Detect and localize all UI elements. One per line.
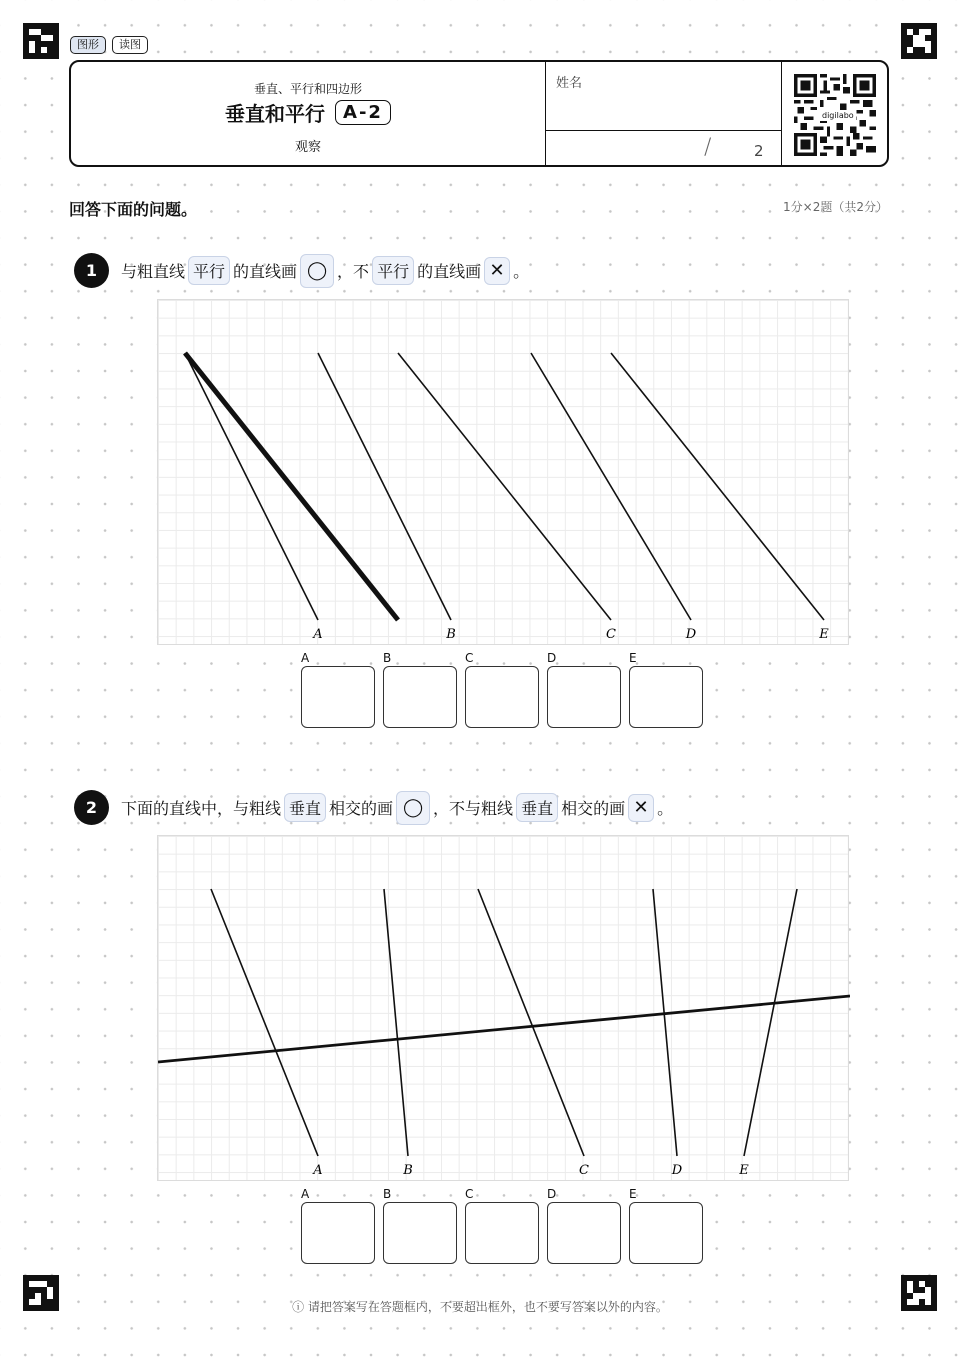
question-1-diagram [158,300,850,646]
q1-answer-label-A: A [301,651,310,665]
score-slash: / [704,135,712,160]
q2-line-A [211,889,318,1156]
tag-shape[interactable]: 图形 [70,36,106,54]
q1-keyword-parallel: 平行 [188,256,230,285]
corner-marker-top-right [901,23,937,59]
score-total: 2 [754,142,764,160]
q1-answer-A [301,652,375,728]
q1-answer-B [383,652,457,728]
q1-answer-E [629,652,703,728]
footer-notice [0,1298,960,1315]
q1-answer-D [547,652,621,728]
circle-mark-icon: ◯ [396,791,430,825]
q1-line-D [531,353,691,620]
name-score-area [545,62,781,165]
q2-answer-label-E: E [629,1187,637,1201]
tag-chart-reading[interactable]: 读图 [112,36,148,54]
q1-line-B [318,353,451,620]
question-2-answers [301,1188,703,1264]
q2-answer-D [547,1188,621,1264]
q2-line-label-E: E [739,1163,749,1178]
q2-line-B [384,889,408,1156]
q2-line-label-A: A [313,1163,323,1178]
qr-area [781,62,887,165]
q2-answer-box-E[interactable] [629,1202,703,1264]
q2-text-4: 相交的画 [561,799,626,818]
q1-line-E [611,353,824,620]
footer-text: 请把答案写在答题框内，不要超出框外，也不要写答案以外的内容。 [307,1300,668,1314]
q1-line-C [398,353,611,620]
q2-answer-label-A: A [301,1187,310,1201]
q1-answer-C [465,652,539,728]
q1-line-label-D: D [685,627,697,642]
q2-text-2: 相交的画 [329,799,394,818]
question-1-prompt [74,253,529,288]
q1-answer-label-D: D [547,651,557,665]
q2-line-E [744,889,797,1156]
question-2-figure [157,835,849,1181]
worksheet-code: A-2 [335,100,391,125]
corner-marker-top-left [23,23,59,59]
q2-answer-A [301,1188,375,1264]
worksheet-type: 观察 [294,140,321,155]
q2-line-label-D: D [671,1163,683,1178]
cross-mark-icon: ✕ [484,257,510,285]
q2-line-label-C: C [579,1163,589,1178]
question-1-answers [301,652,703,728]
q1-keyword-parallel-2: 平行 [372,256,414,285]
q2-answer-label-C: C [465,1187,474,1201]
title-row [71,98,545,127]
q2-line-label-B: B [403,1163,413,1178]
q2-answer-label-B: B [383,1187,392,1201]
q1-answer-label-B: B [383,651,392,665]
q2-answer-box-C[interactable] [465,1202,539,1264]
instruction-text: 回答下面的问题。 [69,200,198,219]
title-block [71,62,545,165]
q2-answer-label-D: D [547,1187,557,1201]
question-2-diagram [158,836,850,1182]
q2-answer-box-A[interactable] [301,1202,375,1264]
q1-line-label-C: C [606,627,616,642]
q2-text-5: 。 [657,799,674,818]
q1-text-5: 。 [513,262,530,281]
q1-line-label-B: B [446,627,456,642]
q1-answer-box-A[interactable] [301,666,375,728]
q2-keyword-perpendicular-2: 垂直 [516,793,558,822]
q2-answer-box-D[interactable] [547,1202,621,1264]
question-2-number: 2 [74,790,109,825]
info-icon: ⓘ [292,1300,305,1314]
unit-subtitle: 垂直、平行和四边形 [253,82,362,96]
q1-answer-box-E[interactable] [629,666,703,728]
q2-text-1: 下面的直线中，与粗线 [121,799,282,818]
q1-answer-box-D[interactable] [547,666,621,728]
q1-answer-label-C: C [465,651,474,665]
q1-text-2: 的直线画 [233,262,298,281]
q2-answer-C [465,1188,539,1264]
worksheet-header [69,60,889,167]
q1-thick-line [185,353,398,620]
q2-thick-line [158,996,850,1062]
page-title: 垂直和平行 [225,102,326,126]
name-label: 姓名 [556,76,583,91]
q1-text-1: 与粗直线 [121,262,186,281]
q2-line-D [653,889,677,1156]
question-1-figure [157,299,849,645]
q2-text-3: ，不与粗线 [433,799,514,818]
question-2-prompt [74,790,673,825]
qr-brand-text: digilabo [822,111,854,120]
q2-answer-B [383,1188,457,1264]
points-info: 1分×2题（共2分） [783,200,888,214]
question-1-number: 1 [74,253,109,288]
q1-text-3: ，不 [337,262,370,281]
q2-keyword-perpendicular: 垂直 [284,793,326,822]
category-tags [70,36,148,54]
q1-line-A [185,353,318,620]
q1-answer-box-B[interactable] [383,666,457,728]
cross-mark-icon: ✕ [628,794,654,822]
q1-line-label-A: A [313,627,323,642]
q2-answer-E [629,1188,703,1264]
q1-answer-label-E: E [629,651,637,665]
q1-line-label-E: E [819,627,829,642]
q1-text-4: 的直线画 [417,262,482,281]
q1-answer-box-C[interactable] [465,666,539,728]
name-divider [546,130,781,131]
circle-mark-icon: ◯ [300,254,334,288]
q2-answer-box-B[interactable] [383,1202,457,1264]
